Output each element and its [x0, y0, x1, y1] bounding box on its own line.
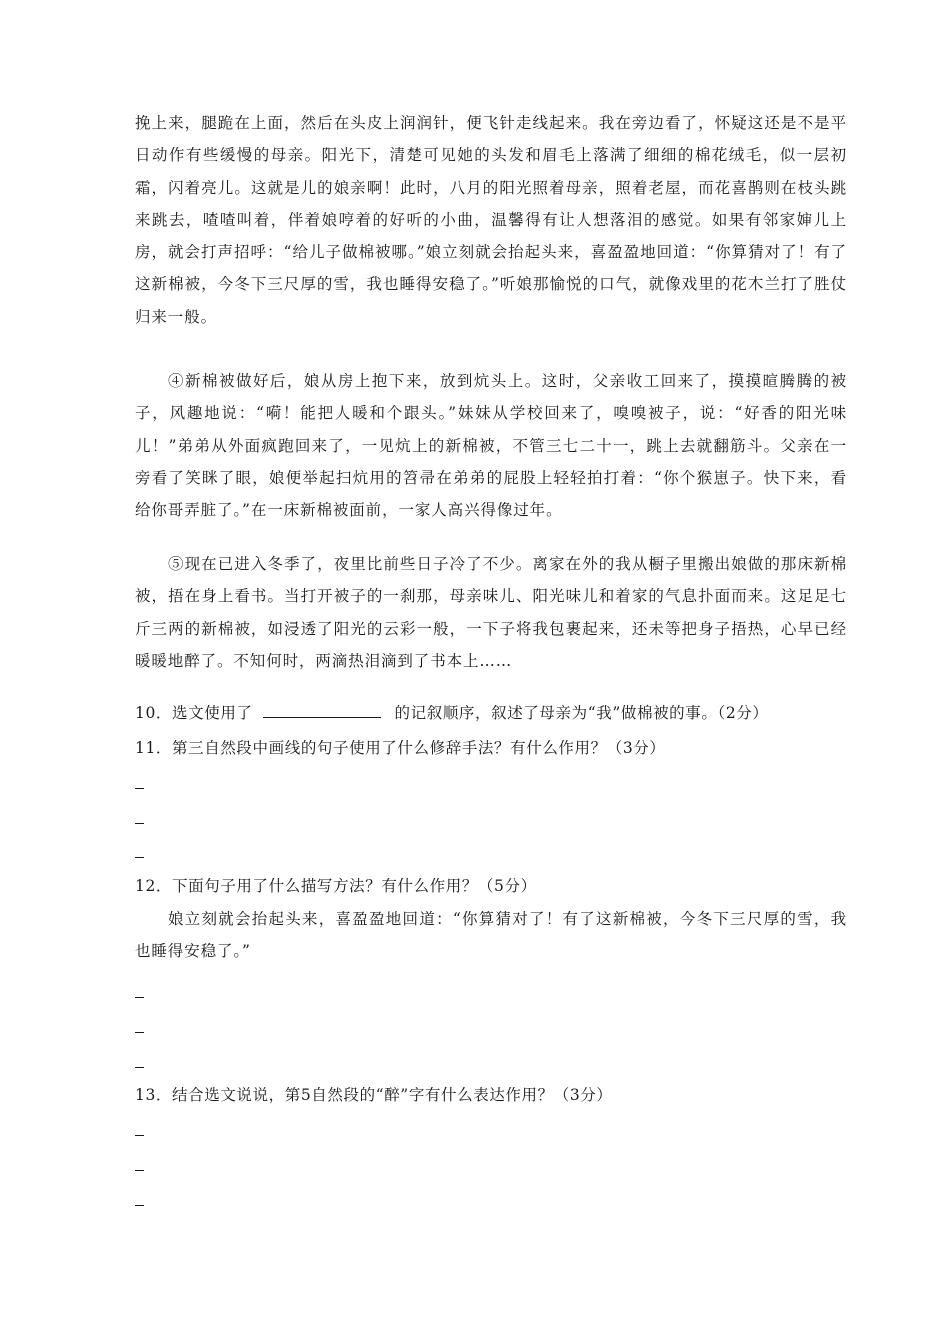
question-10-prefix: 10．选文使用了 — [135, 704, 253, 722]
answer-line[interactable] — [135, 1067, 144, 1068]
answer-line[interactable] — [135, 1170, 144, 1171]
question-11: 11．第三自然段中画线的句子使用了什么修辞手法？有什么作用？（3分） — [135, 739, 666, 757]
answer-line[interactable] — [135, 997, 144, 998]
question-10-answer-blank[interactable] — [263, 703, 381, 718]
question-13: 13．结合选文说说，第5自然段的“醉”字有什么表达作用？（3分） — [135, 1086, 613, 1104]
question-10 — [135, 702, 847, 724]
answer-line[interactable] — [135, 1135, 144, 1136]
answer-line[interactable] — [135, 1205, 144, 1206]
question-12-quote: 娘立刻就会抬起头来，喜盈盈地回道：“你算猜对了！有了这新棉被，今冬下三尺厚的雪，我也睡得安稳了。” — [135, 910, 847, 961]
paragraph-3-continued: 挽上来，腿跪在上面，然后在头皮上润润针，便飞针走线起来。我在旁边看了，怀疑这还是不是平日动作有些缓慢的母亲。阳光下，清楚可见她的头发和眉毛上落满了细细的棉花绒毛，似一层初霜，闪着亮儿。这就是儿的娘亲啊！此时，八月的阳光照着母亲，照着老屋，而花喜鹊则在枝头跳来跳去，喳喳叫着，伴着娘哼着的好听的小曲，温馨得有让人想落泪的感觉。如果有邻家婶儿上房，就会打声招呼：“给儿子做棉被哪。”娘立刻就会抬起头来，喜盈盈地回道：“你算猜对了！有了这新棉被，今冬下三尺厚的雪，我也睡得安稳了。”听娘那愉悦的口气，就像戏里的花木兰打了胜仗归来一般。 — [135, 114, 847, 326]
question-10-suffix: 的记叙顺序，叙述了母亲为“我”做棉被的事。（2分） — [394, 704, 769, 722]
answer-line[interactable] — [135, 1032, 144, 1033]
paragraph-4: ④新棉被做好后，娘从房上抱下来，放到炕头上。这时，父亲收工回来了，摸摸暄腾腾的被子，风趣地说：“嗬！能把人暖和个跟头。”妹妹从学校回来了，嗅嗅被子，说：“好香的阳光味儿！”弟弟从外面疯跑回来了，一见炕上的新棉被，不管三七二十一，跳上去就翻筋斗。父亲在一旁看了笑眯了眼，娘便举起扫炕用的笤帚在弟弟的屁股上轻轻拍打着：“你个猴崽子。快下来，看给你哥弄脏了。”在一床新棉被面前，一家人高兴得像过年。 — [135, 372, 847, 520]
answer-line[interactable] — [135, 788, 144, 789]
question-12: 12．下面句子用了什么描写方法？有什么作用？（5分） — [135, 877, 537, 895]
paragraph-5: ⑤现在已进入冬季了，夜里比前些日子冷了不少。离家在外的我从橱子里搬出娘做的那床新棉被，捂在身上看书。当打开被子的一刹那，母亲味儿、阳光味儿和着家的气息扑面而来。这足足七斤三两的新棉被，如浸透了阳光的云彩一般，一下子将我包裹起来，还未等把身子捂热，心早已经暖暖地醉了。不知何时，两滴热泪滴到了书本上…… — [135, 555, 847, 670]
answer-line[interactable] — [135, 823, 144, 824]
answer-line[interactable] — [135, 857, 144, 858]
